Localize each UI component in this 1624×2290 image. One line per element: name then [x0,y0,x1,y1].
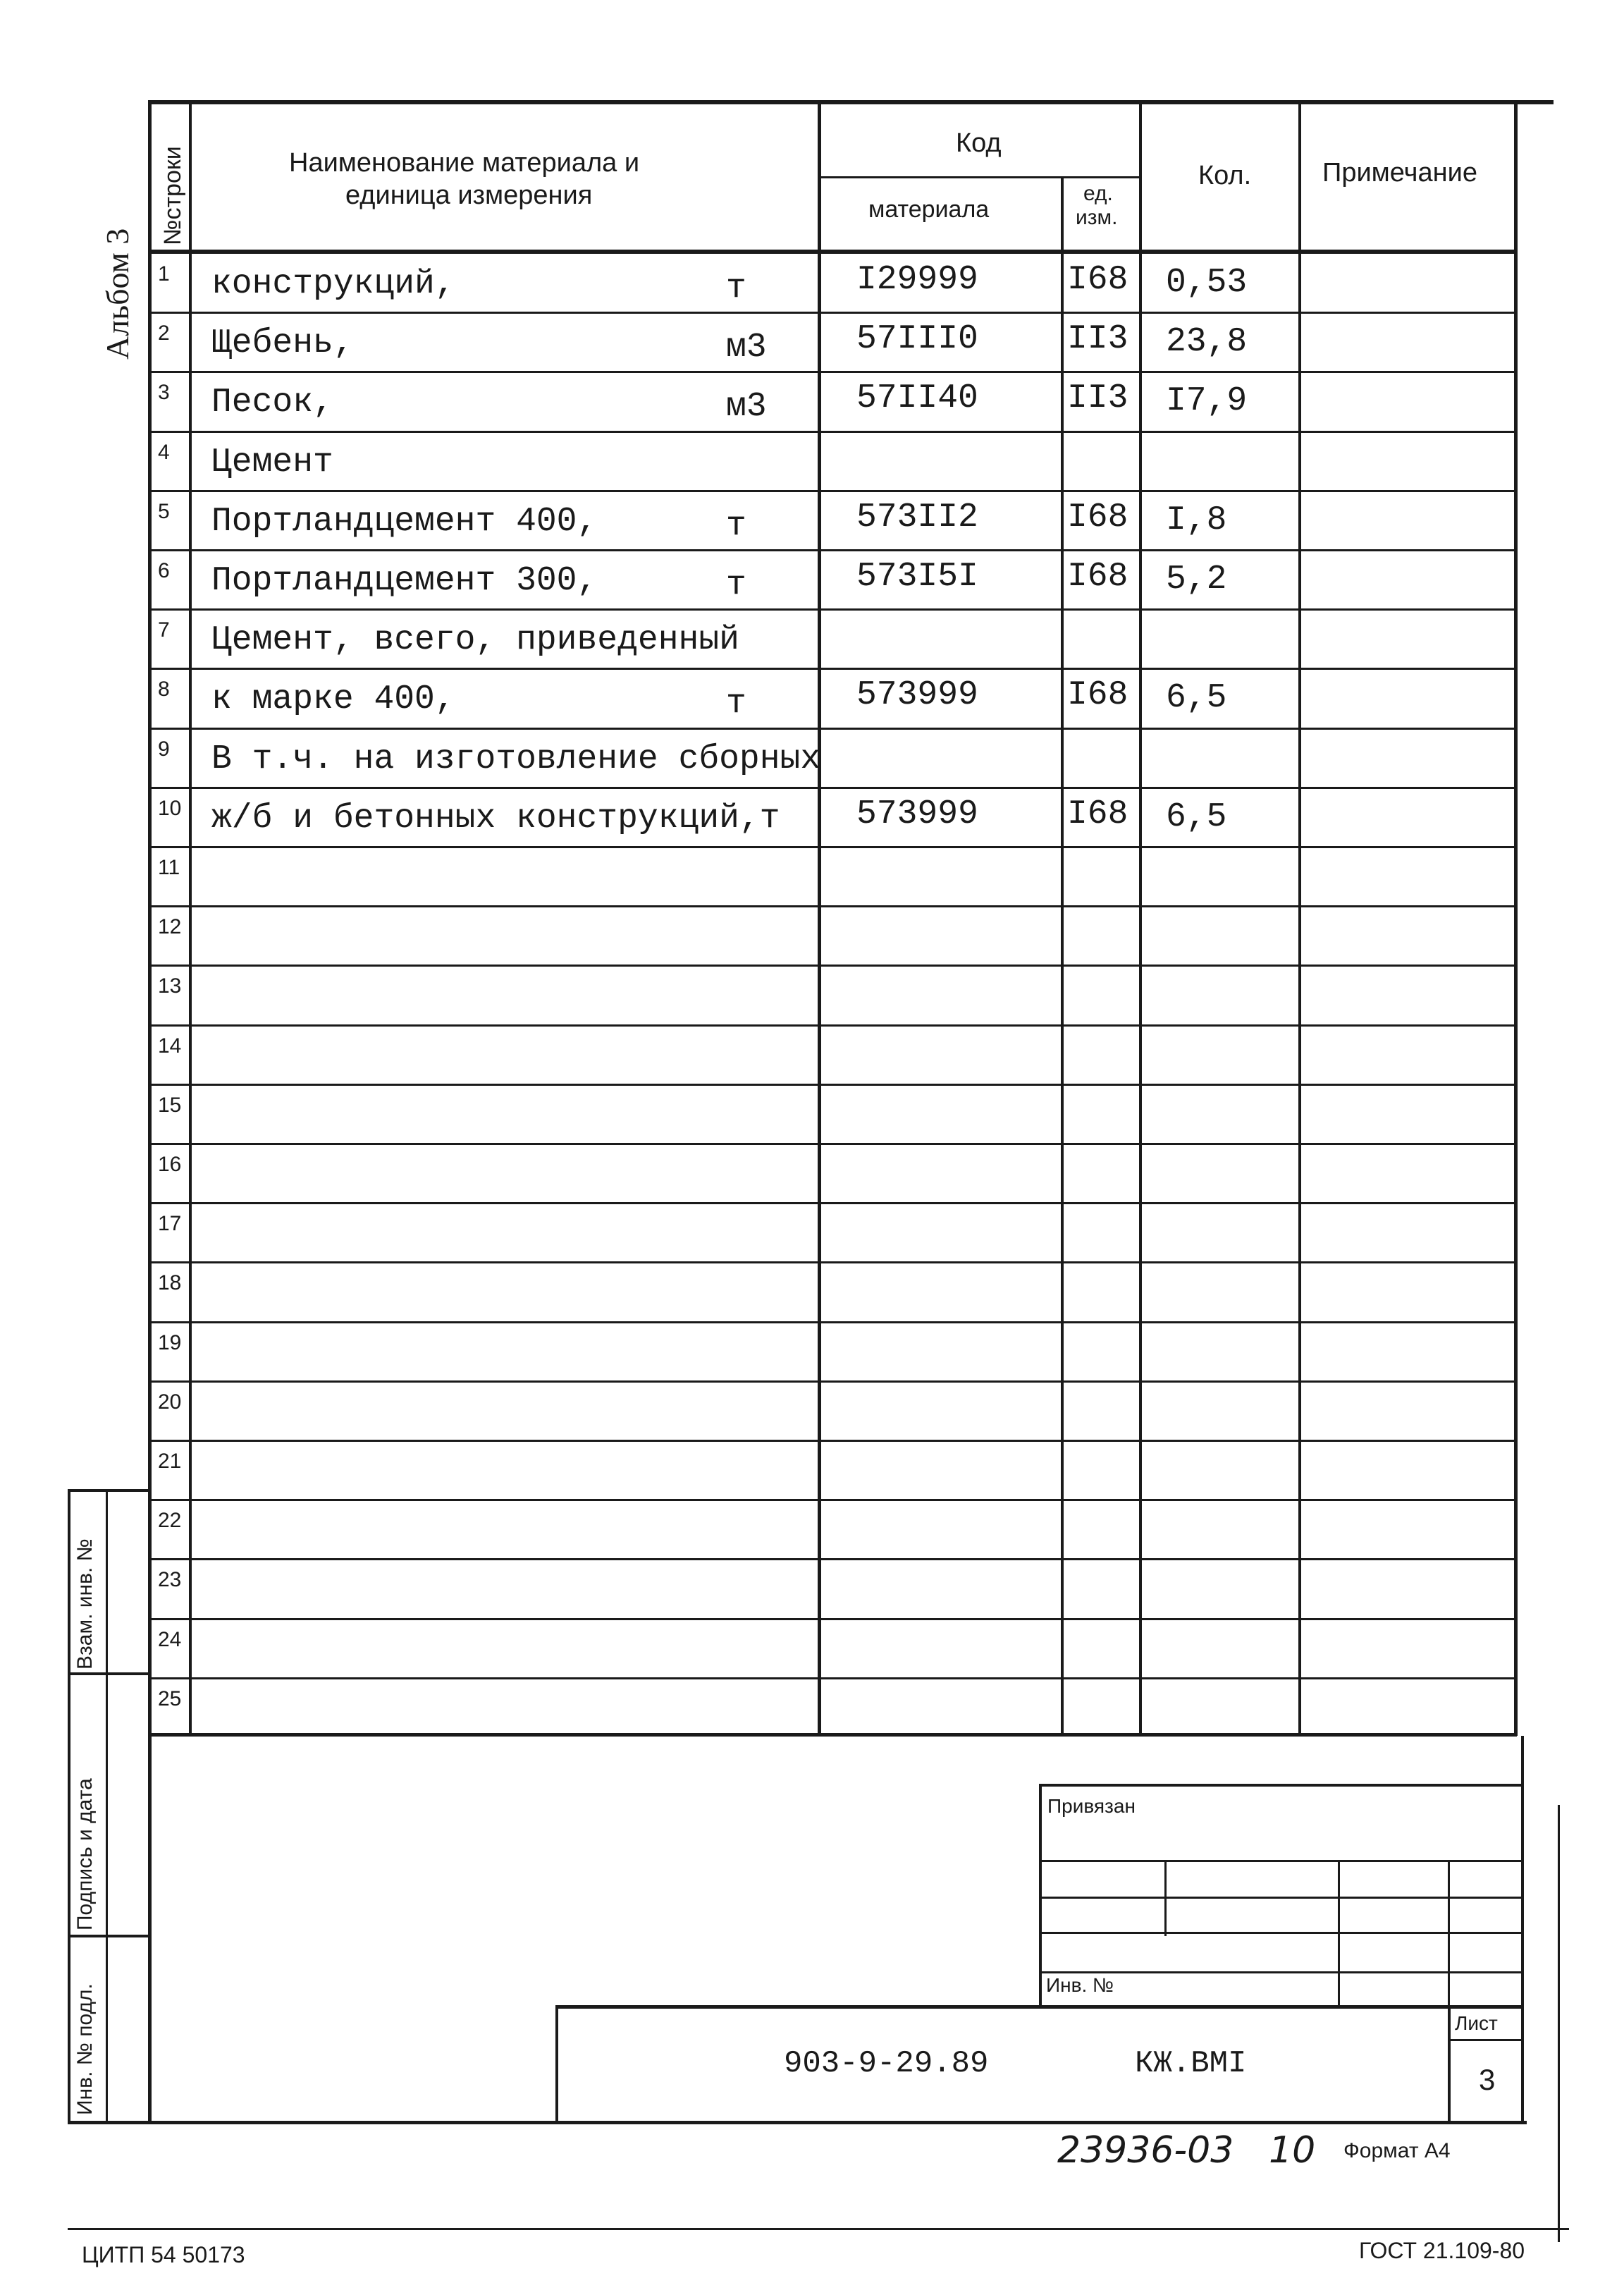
row-number: 6 [158,559,170,582]
row-separator [151,1558,1517,1560]
row-separator [151,1202,1517,1204]
material-code: 573I5I [856,558,978,596]
unit-code: II3 [1067,379,1128,418]
row-separator [151,668,1517,670]
row-separator [151,1143,1517,1145]
row-number: 11 [158,856,180,879]
header-unit-line2: изм. [1076,206,1118,229]
quantity: 0,53 [1166,264,1248,302]
footer-order-no: 23936-03 [1057,2129,1234,2172]
material-code: 57II40 [856,379,978,418]
header-name-line2: единица измерения [345,180,593,210]
side-podpis-data: Подпись и дата [73,1778,97,1930]
unit-code: I68 [1067,795,1128,833]
header-material: материала [868,196,990,223]
stamp-doc-code: 903-9-29.89 [784,2046,989,2081]
material-unit: т [726,269,746,307]
header-note: Примечание [1322,158,1477,188]
row-separator [151,371,1517,373]
row-number: 2 [158,322,170,345]
material-name: Портландцемент 400, [211,502,598,541]
unit-code: I68 [1067,261,1128,299]
material-unit: т [726,566,746,604]
row-separator [151,728,1517,730]
material-unit: т [726,685,746,723]
material-name: Щебень, [211,324,354,363]
unit-code: I68 [1067,676,1128,715]
row-number: 19 [158,1330,182,1354]
quantity: 23,8 [1166,323,1248,362]
unit-code: I68 [1067,558,1128,596]
row-number: 21 [158,1450,182,1473]
row-number: 4 [158,440,170,464]
row-number: 7 [158,618,170,642]
stamp-mark: КЖ.ВМI [1135,2046,1247,2081]
row-number: 1 [158,262,170,286]
row-separator [151,1440,1517,1442]
row-number: 5 [158,499,170,523]
header-name-line1: Наименование материала и [289,148,640,178]
material-name: ж/б и бетонных конструкций,т [211,799,780,838]
quantity: I,8 [1166,501,1227,539]
row-separator [151,846,1517,848]
side-inv-podl: Инв. № подл. [73,1983,97,2115]
row-separator [151,787,1517,789]
row-number: 25 [158,1686,182,1710]
row-separator [151,965,1517,967]
row-separator [151,1084,1517,1086]
quantity: 6,5 [1166,679,1227,718]
material-unit: м3 [726,388,767,427]
row-number: 17 [158,1212,182,1236]
material-name: Цемент, всего, приведенный [211,621,739,660]
quantity: 5,2 [1166,561,1227,599]
footer-publisher: ЦИТП 54 50173 [82,2242,245,2267]
material-name: Цемент [211,443,333,482]
quantity: 6,5 [1166,797,1227,836]
row-number: 8 [158,678,170,702]
unit-code: II3 [1067,320,1128,359]
row-separator [151,1321,1517,1323]
row-separator [151,312,1517,314]
row-number: 18 [158,1271,182,1295]
material-name: Песок, [211,384,333,422]
album-label: Альбом 3 [99,228,135,360]
quantity: I7,9 [1166,382,1248,421]
row-number: 15 [158,1093,182,1117]
material-code: 573999 [856,795,978,833]
row-number: 10 [158,796,182,820]
material-unit: м3 [726,329,767,367]
row-number: 14 [158,1034,182,1058]
footer-format: Формат А4 [1343,2139,1451,2162]
row-separator [151,1677,1517,1679]
row-separator [151,1024,1517,1027]
material-name: Портландцемент 300, [211,562,598,600]
unit-code: I68 [1067,498,1128,537]
row-number: 12 [158,915,182,939]
material-name: к марке 400, [211,680,455,719]
footer-right-rule [1558,1805,1560,2242]
row-separator [151,490,1517,492]
stamp-list-no: 3 [1479,2063,1496,2096]
row-separator [151,431,1517,433]
header-unit-line1: ед. [1083,182,1113,205]
row-separator [151,1618,1517,1620]
row-number: 16 [158,1153,182,1176]
row-separator [151,1261,1517,1263]
stamp-inv-no: Инв. № [1046,1974,1114,1996]
header-row-no: №строки [159,146,186,245]
row-separator [151,1380,1517,1383]
row-number: 3 [158,381,170,405]
footer-rule [68,2228,1569,2230]
material-code: 573II2 [856,498,978,537]
row-number: 23 [158,1568,182,1592]
stamp-list-label: Лист [1455,2012,1498,2034]
row-separator [151,549,1517,551]
material-unit: т [726,506,746,545]
row-separator [151,608,1517,611]
row-number: 24 [158,1627,182,1651]
material-name: конструкций, [211,265,455,303]
material-name: В т.ч. на изготовление сборных [211,740,821,778]
side-vzam-inv: Взам. инв. № [73,1538,97,1670]
row-separator [151,1499,1517,1501]
footer-sheet-index: 10 [1269,2129,1316,2172]
row-number: 13 [158,974,182,998]
row-number: 22 [158,1509,182,1533]
footer-gost: ГОСТ 21.109-80 [1359,2238,1525,2263]
material-code: 573999 [856,676,978,715]
material-code: 57III0 [856,320,978,359]
header-code: Код [956,128,1002,158]
stamp-privyazan: Привязан [1047,1795,1136,1817]
row-separator [151,905,1517,907]
header-qty: Кол. [1198,161,1252,190]
row-number: 9 [158,737,170,761]
material-code: I29999 [856,261,978,299]
row-number: 20 [158,1390,182,1414]
